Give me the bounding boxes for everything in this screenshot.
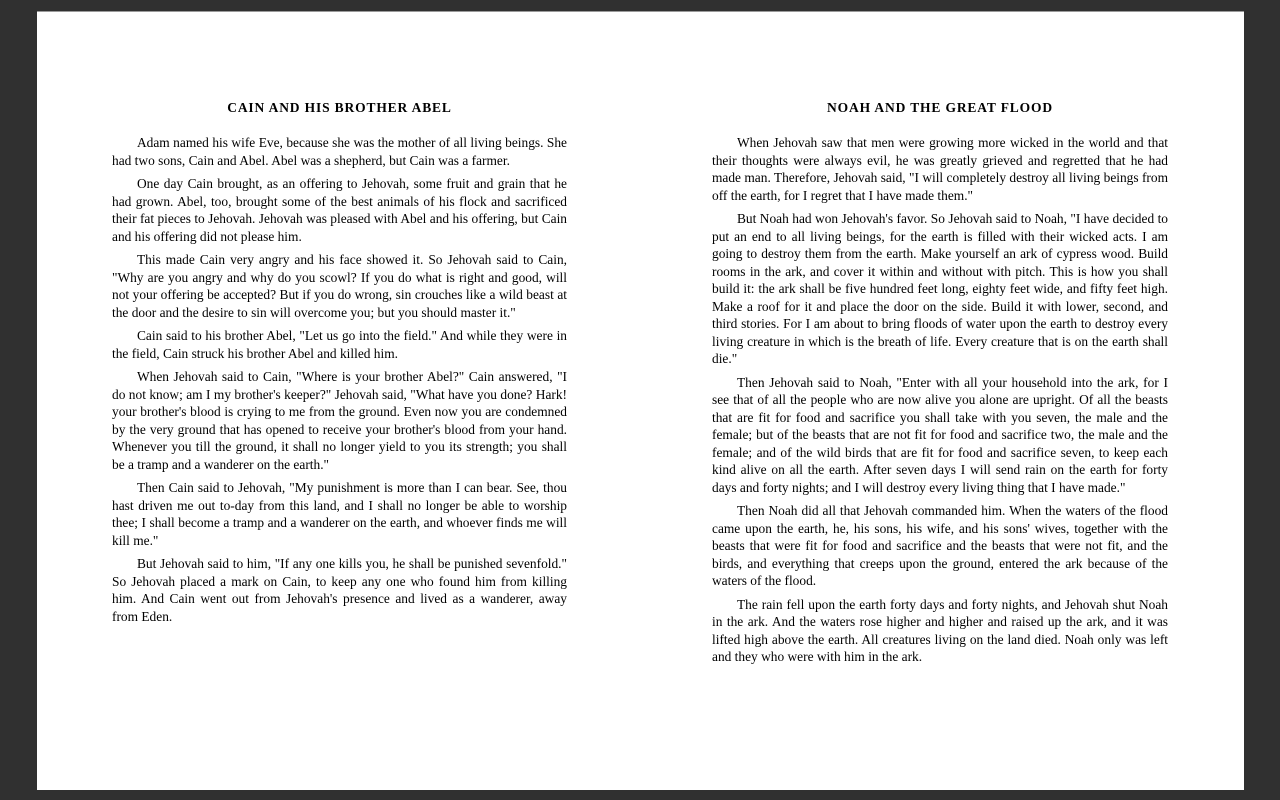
document-page <box>37 11 1244 790</box>
column-left <box>112 100 567 625</box>
story-title-cain: CAIN AND HIS BROTHER ABEL <box>227 100 452 115</box>
paragraph: Then Cain said to Jehovah, "My punishment is more than I can bear. See, thou hast driven me out to-day from this land, and I shall no longer be able to worship thee; I shall become a tramp and a wanderer on the earth, and whoever finds me will kill me." <box>112 480 567 548</box>
paragraph: When Jehovah said to Cain, "Where is your brother Abel?" Cain answered, "I do not know; am I my brother's keeper?" Jehovah said, "What have you done? Hark! your brother's blood is crying to me from the ground. Even now you are condemned by the very ground that has opened to receive your brother's blood from your hand. Whenever you till the ground, it shall no longer yield to you its strength; you shall be a tramp and a wanderer on the earth." <box>112 369 567 472</box>
two-column-layout <box>112 100 1168 666</box>
paragraph: Then Noah did all that Jehovah commanded him. When the waters of the flood came upon the earth, he, his sons, his wife, and his sons' wives, together with the beasts that were fit for food and sacrifice and the beasts that were not fit, and the birds, and everything that creeps upon the ground, entered the ark because of the waters of the flood. <box>712 503 1168 588</box>
page-content-area <box>112 100 1168 666</box>
paragraph: This made Cain very angry and his face showed it. So Jehovah said to Cain, "Why are you angry and why do you scowl? If you do what is right and good, will not your offering be accepted? But if you do wrong, sin crouches like a wild beast at the door and the desire to sin will overcome you; but you should master it." <box>112 252 567 320</box>
paragraph: But Jehovah said to him, "If any one kills you, he shall be punished sevenfold." So Jehovah placed a mark on Cain, to keep any one who found him from killing him. And Cain went out from Jehovah's presence and lived as a wanderer, away from Eden. <box>112 556 567 624</box>
paragraph: The rain fell upon the earth forty days and forty nights, and Jehovah shut Noah in the ark. And the waters rose higher and higher and raised up the ark, and it was lifted high above the earth. All creatures living on the land died. Noah only was left and they who were with him in the ark. <box>712 596 1168 664</box>
paragraph: Then Jehovah said to Noah, "Enter with all your household into the ark, for I see that of all the people who are now alive you alone are upright. Of all the beasts that are fit for food and sacrifice you shall take with you seven, the male and the female; but of the beasts that are not fit for food and sacrifice two, the male and the female; and of the wild birds that are fit for food and sacrifice seven, to keep each kind alive on all the earth. After seven days I will send rain on the earth for forty days and forty nights; and I will destroy every living thing that I have made." <box>712 374 1168 495</box>
paragraph: But Noah had won Jehovah's favor. So Jehovah said to Noah, "I have decided to put an end to all living beings, for the earth is filled with their wicked acts. I am going to destroy them from the earth. Make yourself an ark of cypress wood. Build rooms in the ark, and cover it within and without with pitch. This is how you shall build it: the ark shall be five hundred feet long, eighty feet wide, and fifty feet high. Make a roof for it and place the door on the side. Build it with lower, second, and third stories. For I am about to bring floods of water upon the earth to destroy every living creature in which is the breath of life. Every creature that is on the earth shall die." <box>712 211 1168 366</box>
paragraph: When Jehovah saw that men were growing more wicked in the world and that their thoughts were always evil, he was greatly grieved and regretted that he had made man. Therefore, Jehovah said, "I will completely destroy all living beings from off the earth, for I regret that I have made them." <box>712 135 1168 203</box>
column-right <box>712 100 1168 666</box>
paragraph: One day Cain brought, as an offering to Jehovah, some fruit and grain that he had grown. Abel, too, brought some of the best animals of his flock and sacrificed their fat pieces to Jehovah. Jehovah was pleased with Abel and his offering, but Cain and his offering did not please him. <box>112 176 567 244</box>
story-body-noah <box>712 134 1168 666</box>
story-title-noah: NOAH AND THE GREAT FLOOD <box>827 100 1053 115</box>
paragraph: Cain said to his brother Abel, "Let us go into the field." And while they were in the field, Cain struck his brother Abel and killed him. <box>112 328 567 361</box>
paragraph: Adam named his wife Eve, because she was the mother of all living beings. She had two sons, Cain and Abel. Abel was a shepherd, but Cain was a farmer. <box>112 135 567 168</box>
story-body-cain <box>112 134 567 625</box>
